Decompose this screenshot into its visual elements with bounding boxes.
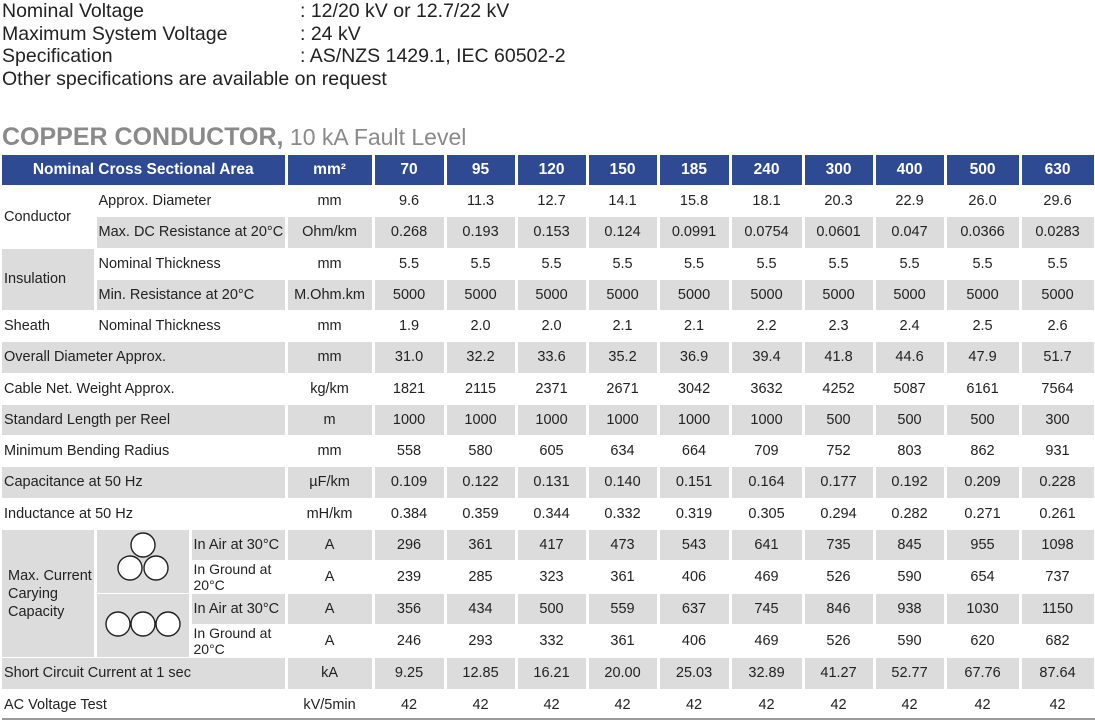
header-size: 500 <box>945 155 1020 186</box>
table-cell: 51.7 <box>1020 342 1095 373</box>
table-cell: 0.192 <box>874 467 945 498</box>
table-cell: 417 <box>516 529 587 560</box>
table-cell: 1000 <box>658 404 730 435</box>
table-cell: 1000 <box>730 404 803 435</box>
section-title <box>2 123 466 152</box>
table-cell: 0.193 <box>445 217 516 248</box>
table-cell: 406 <box>658 625 730 658</box>
table-cell: 41.8 <box>803 342 874 373</box>
table-cell: 5000 <box>730 279 803 310</box>
spec-label: Specification <box>2 45 113 67</box>
table-cell: 2.5 <box>945 311 1020 342</box>
table-cell: 18.1 <box>730 186 803 217</box>
table-row <box>2 529 1095 560</box>
table-cell: 0.0601 <box>803 217 874 248</box>
table-cell: 0.047 <box>874 217 945 248</box>
table-cell: 2.3 <box>803 311 874 342</box>
row-label: In Air at 30°C <box>190 594 286 625</box>
table-cell: 42 <box>874 689 945 720</box>
header-size: 185 <box>658 155 730 186</box>
header-unit: mm² <box>286 155 373 186</box>
group-insulation: Insulation <box>2 248 95 311</box>
table-cell: 5087 <box>874 373 945 404</box>
table-cell: 42 <box>945 689 1020 720</box>
spec-value: : 24 kV <box>300 22 361 45</box>
table-cell: 0.0754 <box>730 217 803 248</box>
table-row <box>2 436 1095 467</box>
table-row <box>2 311 1095 342</box>
table-cell: 7564 <box>1020 373 1095 404</box>
table-cell: 3042 <box>658 373 730 404</box>
table-cell: 526 <box>803 561 874 594</box>
table-cell: 737 <box>1020 561 1095 594</box>
table-cell: 39.4 <box>730 342 803 373</box>
table-cell: 0.153 <box>516 217 587 248</box>
table-cell: 0.122 <box>445 467 516 498</box>
table-cell: 361 <box>587 561 658 594</box>
specifications-block <box>2 0 566 90</box>
row-unit: M.Ohm.km <box>286 279 373 310</box>
table-cell: 558 <box>373 436 445 467</box>
table-cell: 361 <box>587 625 658 658</box>
row-label: Minimum Bending Radius <box>2 436 286 467</box>
cable-data-table <box>2 155 1095 721</box>
table-cell: 0.294 <box>803 498 874 529</box>
table-cell: 526 <box>803 625 874 658</box>
row-label: AC Voltage Test <box>2 689 286 720</box>
table-cell: 469 <box>730 625 803 658</box>
table-row <box>2 404 1095 435</box>
row-label: Approx. Diameter <box>95 186 286 217</box>
table-row <box>2 342 1095 373</box>
table-cell: 42 <box>445 689 516 720</box>
table-cell: 285 <box>445 561 516 594</box>
table-cell: 1000 <box>516 404 587 435</box>
table-cell: 42 <box>1020 689 1095 720</box>
table-cell: 1150 <box>1020 594 1095 625</box>
table-cell: 2.2 <box>730 311 803 342</box>
row-label: Standard Length per Reel <box>2 404 286 435</box>
header-area-label: Nominal Cross Sectional Area <box>2 155 286 186</box>
table-cell: 25.03 <box>658 658 730 689</box>
table-cell: 500 <box>945 404 1020 435</box>
table-cell: 14.1 <box>587 186 658 217</box>
table-cell: 5.5 <box>516 248 587 279</box>
table-cell: 26.0 <box>945 186 1020 217</box>
table-cell: 5000 <box>1020 279 1095 310</box>
table-cell: 745 <box>730 594 803 625</box>
table-cell: 637 <box>658 594 730 625</box>
table-cell: 846 <box>803 594 874 625</box>
table-cell: 5.5 <box>803 248 874 279</box>
table-cell: 5000 <box>945 279 1020 310</box>
table-cell: 44.6 <box>874 342 945 373</box>
table-cell: 5.5 <box>730 248 803 279</box>
spec-nominal-voltage <box>2 0 566 23</box>
table-cell: 32.2 <box>445 342 516 373</box>
table-cell: 246 <box>373 625 445 658</box>
table-cell: 52.77 <box>874 658 945 689</box>
table-cell: 0.209 <box>945 467 1020 498</box>
table-cell: 500 <box>874 404 945 435</box>
table-cell: 5000 <box>874 279 945 310</box>
row-label: In Ground at 20°C <box>190 625 286 658</box>
table-cell: 500 <box>516 594 587 625</box>
header-size: 300 <box>803 155 874 186</box>
row-unit: A <box>286 529 373 560</box>
table-cell: 559 <box>587 594 658 625</box>
table-row <box>2 689 1095 720</box>
table-cell: 5000 <box>516 279 587 310</box>
table-cell: 6161 <box>945 373 1020 404</box>
table-cell: 361 <box>445 529 516 560</box>
table-cell: 239 <box>373 561 445 594</box>
table-cell: 35.2 <box>587 342 658 373</box>
table-cell: 15.8 <box>658 186 730 217</box>
row-unit: µF/km <box>286 467 373 498</box>
table-cell: 12.7 <box>516 186 587 217</box>
table-cell: 469 <box>730 561 803 594</box>
table-cell: 709 <box>730 436 803 467</box>
table-cell: 0.0991 <box>658 217 730 248</box>
table-cell: 47.9 <box>945 342 1020 373</box>
table-cell: 1821 <box>373 373 445 404</box>
table-cell: 1000 <box>587 404 658 435</box>
table-row <box>2 658 1095 689</box>
header-size: 95 <box>445 155 516 186</box>
table-cell: 543 <box>658 529 730 560</box>
table-cell: 0.332 <box>587 498 658 529</box>
flat-icon <box>103 609 183 639</box>
row-unit: kg/km <box>286 373 373 404</box>
table-cell: 20.3 <box>803 186 874 217</box>
group-conductor: Conductor <box>2 186 95 249</box>
section-title-rest: 10 kA Fault Level <box>283 124 467 150</box>
flat-formation-icon <box>95 594 190 658</box>
spec-note: Other specifications are available on request <box>2 67 387 90</box>
table-cell: 9.25 <box>373 658 445 689</box>
header-size: 400 <box>874 155 945 186</box>
table-cell: 406 <box>658 561 730 594</box>
table-cell: 20.00 <box>587 658 658 689</box>
table-cell: 332 <box>516 625 587 658</box>
table-cell: 4252 <box>803 373 874 404</box>
table-cell: 1098 <box>1020 529 1095 560</box>
table-cell: 0.0283 <box>1020 217 1095 248</box>
table-cell: 41.27 <box>803 658 874 689</box>
row-label: Inductance at 50 Hz <box>2 498 286 529</box>
table-cell: 1000 <box>373 404 445 435</box>
table-cell: 5000 <box>373 279 445 310</box>
spec-specification <box>2 45 566 68</box>
table-cell: 2.6 <box>1020 311 1095 342</box>
table-row <box>2 248 1095 279</box>
row-unit: m <box>286 404 373 435</box>
trefoil-icon <box>110 530 176 588</box>
table-cell: 0.228 <box>1020 467 1095 498</box>
table-cell: 0.177 <box>803 467 874 498</box>
table-cell: 42 <box>803 689 874 720</box>
table-cell: 2.0 <box>445 311 516 342</box>
table-cell: 473 <box>587 529 658 560</box>
row-unit: mm <box>286 342 373 373</box>
table-cell: 0.109 <box>373 467 445 498</box>
table-cell: 752 <box>803 436 874 467</box>
table-cell: 5.5 <box>874 248 945 279</box>
table-cell: 0.164 <box>730 467 803 498</box>
table-cell: 2371 <box>516 373 587 404</box>
table-cell: 580 <box>445 436 516 467</box>
group-current-capacity: Max. Current Carying Capacity <box>2 529 95 658</box>
row-unit: mm <box>286 186 373 217</box>
header-size: 240 <box>730 155 803 186</box>
table-cell: 323 <box>516 561 587 594</box>
table-cell: 87.64 <box>1020 658 1095 689</box>
table-cell: 0.271 <box>945 498 1020 529</box>
spec-value: : 12/20 kV or 12.7/22 kV <box>300 0 510 22</box>
row-unit: kA <box>286 658 373 689</box>
table-cell: 5000 <box>445 279 516 310</box>
table-cell: 1030 <box>945 594 1020 625</box>
row-unit: A <box>286 561 373 594</box>
table-cell: 2115 <box>445 373 516 404</box>
table-cell: 0.319 <box>658 498 730 529</box>
table-cell: 0.124 <box>587 217 658 248</box>
row-label: Nominal Thickness <box>95 311 286 342</box>
row-label: In Air at 30°C <box>190 529 286 560</box>
spec-label: Maximum System Voltage <box>2 22 228 45</box>
table-cell: 29.6 <box>1020 186 1095 217</box>
table-cell: 434 <box>445 594 516 625</box>
trefoil-formation-icon <box>95 529 190 593</box>
table-cell: 0.131 <box>516 467 587 498</box>
table-cell: 300 <box>1020 404 1095 435</box>
table-cell: 5.5 <box>658 248 730 279</box>
row-unit: mH/km <box>286 498 373 529</box>
row-label: Overall Diameter Approx. <box>2 342 286 373</box>
table-cell: 0.151 <box>658 467 730 498</box>
row-unit: Ohm/km <box>286 217 373 248</box>
table-cell: 296 <box>373 529 445 560</box>
table-cell: 590 <box>874 561 945 594</box>
table-cell: 500 <box>803 404 874 435</box>
row-unit: mm <box>286 311 373 342</box>
table-cell: 0.140 <box>587 467 658 498</box>
table-cell: 42 <box>658 689 730 720</box>
table-row <box>2 279 1095 310</box>
table-row <box>2 373 1095 404</box>
table-cell: 42 <box>587 689 658 720</box>
table-cell: 5.5 <box>945 248 1020 279</box>
header-size: 120 <box>516 155 587 186</box>
table-cell: 293 <box>445 625 516 658</box>
table-cell: 356 <box>373 594 445 625</box>
table-cell: 12.85 <box>445 658 516 689</box>
table-cell: 938 <box>874 594 945 625</box>
header-size: 70 <box>373 155 445 186</box>
table-cell: 1.9 <box>373 311 445 342</box>
table-row <box>2 186 1095 217</box>
table-cell: 634 <box>587 436 658 467</box>
table-cell: 0.305 <box>730 498 803 529</box>
table-row <box>2 217 1095 248</box>
spec-max-voltage <box>2 23 566 46</box>
row-label: Cable Net. Weight Approx. <box>2 373 286 404</box>
table-cell: 654 <box>945 561 1020 594</box>
row-unit: mm <box>286 436 373 467</box>
table-cell: 2.0 <box>516 311 587 342</box>
table-row <box>2 594 1095 625</box>
table-cell: 3632 <box>730 373 803 404</box>
table-cell: 5.5 <box>587 248 658 279</box>
table-row <box>2 498 1095 529</box>
table-cell: 9.6 <box>373 186 445 217</box>
spec-value: : AS/NZS 1429.1, IEC 60502-2 <box>300 45 566 67</box>
table-cell: 5.5 <box>445 248 516 279</box>
row-label: Nominal Thickness <box>95 248 286 279</box>
table-cell: 32.89 <box>730 658 803 689</box>
table-cell: 31.0 <box>373 342 445 373</box>
table-cell: 735 <box>803 529 874 560</box>
table-cell: 845 <box>874 529 945 560</box>
row-unit: A <box>286 594 373 625</box>
header-size: 630 <box>1020 155 1095 186</box>
table-cell: 0.261 <box>1020 498 1095 529</box>
table-cell: 0.0366 <box>945 217 1020 248</box>
table-cell: 5.5 <box>373 248 445 279</box>
row-unit: mm <box>286 248 373 279</box>
table-cell: 0.344 <box>516 498 587 529</box>
table-cell: 42 <box>373 689 445 720</box>
table-cell: 22.9 <box>874 186 945 217</box>
table-cell: 5.5 <box>1020 248 1095 279</box>
table-cell: 605 <box>516 436 587 467</box>
spec-label: Nominal Voltage <box>2 0 145 22</box>
table-cell: 36.9 <box>658 342 730 373</box>
table-cell: 5000 <box>587 279 658 310</box>
row-label: Short Circuit Current at 1 sec <box>2 658 286 689</box>
table-header-row <box>2 155 1095 186</box>
table-cell: 42 <box>730 689 803 720</box>
table-cell: 16.21 <box>516 658 587 689</box>
table-cell: 620 <box>945 625 1020 658</box>
table-cell: 2.4 <box>874 311 945 342</box>
table-cell: 641 <box>730 529 803 560</box>
table-cell: 11.3 <box>445 186 516 217</box>
table-cell: 590 <box>874 625 945 658</box>
row-label: Capacitance at 50 Hz <box>2 467 286 498</box>
table-cell: 0.282 <box>874 498 945 529</box>
table-cell: 2.1 <box>658 311 730 342</box>
table-cell: 67.76 <box>945 658 1020 689</box>
group-sheath: Sheath <box>2 311 95 342</box>
row-label: Max. DC Resistance at 20°C <box>95 217 286 248</box>
table-cell: 2671 <box>587 373 658 404</box>
table-cell: 664 <box>658 436 730 467</box>
header-size: 150 <box>587 155 658 186</box>
table-cell: 33.6 <box>516 342 587 373</box>
table-cell: 862 <box>945 436 1020 467</box>
row-label: Min. Resistance at 20°C <box>95 279 286 310</box>
table-cell: 955 <box>945 529 1020 560</box>
row-unit: A <box>286 625 373 658</box>
table-cell: 931 <box>1020 436 1095 467</box>
row-unit: kV/5min <box>286 689 373 720</box>
table-cell: 0.268 <box>373 217 445 248</box>
table-bottom-rule <box>2 718 1095 720</box>
table-cell: 682 <box>1020 625 1095 658</box>
table-cell: 0.359 <box>445 498 516 529</box>
table-cell: 0.384 <box>373 498 445 529</box>
table-cell: 5000 <box>803 279 874 310</box>
table-row <box>2 467 1095 498</box>
table-cell: 2.1 <box>587 311 658 342</box>
table-cell: 803 <box>874 436 945 467</box>
section-title-bold: COPPER CONDUCTOR, <box>2 123 284 151</box>
table-cell: 1000 <box>445 404 516 435</box>
table-cell: 5000 <box>658 279 730 310</box>
table-cell: 42 <box>516 689 587 720</box>
row-label: In Ground at 20°C <box>190 561 286 594</box>
